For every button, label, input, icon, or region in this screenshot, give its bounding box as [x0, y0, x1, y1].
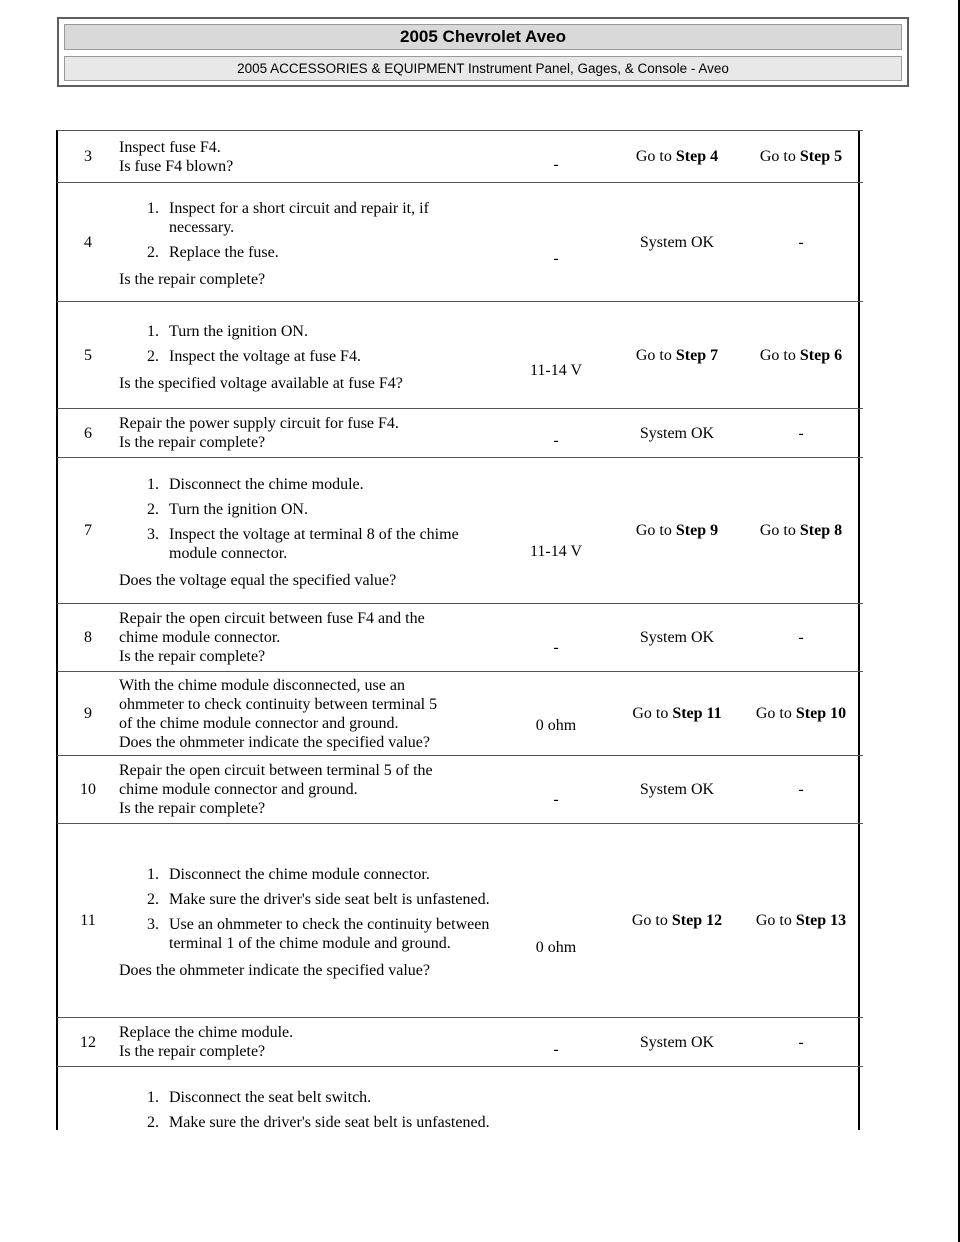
yes-action — [615, 458, 739, 604]
step-number: 7 — [57, 458, 119, 604]
no-action-text: Go to — [759, 148, 800, 165]
step-number: 12 — [57, 1018, 119, 1067]
yes-action — [615, 131, 739, 183]
no-action-text: - — [798, 424, 804, 442]
table-row — [57, 409, 863, 458]
action-item: 1. Disconnect the seat belt switch. — [163, 1088, 497, 1107]
yes-action-text: Go to — [632, 705, 673, 722]
yes-action-text: Go to — [635, 522, 676, 539]
action-text: chime module connector and ground. — [119, 781, 358, 798]
specified-value: - — [497, 409, 615, 458]
action-item: 2. Inspect the voltage at fuse F4. — [163, 347, 497, 366]
specified-value: 0 ohm — [497, 824, 615, 1018]
no-step-link: Step 5 — [799, 148, 843, 165]
no-action — [739, 302, 863, 409]
action-list — [119, 322, 497, 366]
step-number: 3 — [57, 131, 119, 183]
yes-action — [615, 604, 739, 672]
table-row — [57, 183, 863, 302]
yes-action-text: System OK — [639, 629, 715, 646]
specified-value — [497, 1067, 615, 1157]
step-question: Is the repair complete? — [119, 1043, 266, 1060]
specified-value: - — [497, 1018, 615, 1067]
action-item: 3. Inspect the voltage at terminal 8 of the chime module connector. — [163, 525, 497, 563]
action-item: 1. Disconnect the chime module. — [163, 475, 497, 494]
yes-action-text: System OK — [639, 424, 715, 442]
yes-action — [615, 672, 739, 756]
action-item: 2. Make sure the driver's side seat belt is unfastened. — [163, 890, 497, 909]
action-text: Inspect fuse F4. — [119, 138, 221, 156]
no-step-link: Step 8 — [799, 522, 843, 539]
action-item: 2. Replace the fuse. — [163, 243, 497, 262]
table-row — [57, 604, 863, 672]
no-action — [739, 183, 863, 302]
no-step-link: Step 13 — [795, 912, 847, 929]
yes-action — [615, 302, 739, 409]
yes-action — [615, 756, 739, 824]
yes-action-text: System OK — [639, 1033, 715, 1051]
yes-step-link: Step 7 — [675, 346, 719, 364]
no-action-text: - — [798, 629, 804, 646]
step-action — [119, 1018, 497, 1067]
action-item: 1. Turn the ignition ON. — [163, 322, 497, 341]
table-row — [57, 302, 863, 409]
yes-action-text: Go to — [631, 912, 672, 929]
step-action — [119, 183, 497, 302]
yes-action-text: System OK — [639, 781, 715, 798]
yes-action — [615, 824, 739, 1018]
action-text: Repair the power supply circuit for fuse F4. — [119, 415, 399, 432]
step-question: Is the repair complete? — [119, 434, 266, 451]
step-number: 11 — [57, 824, 119, 1018]
step-action — [119, 458, 497, 604]
yes-step-link: Step 9 — [675, 522, 719, 539]
step-question: Is the repair complete? — [119, 271, 266, 288]
step-number: 9 — [57, 672, 119, 756]
step-action — [119, 409, 497, 458]
section-subtitle: 2005 ACCESSORIES & EQUIPMENT Instrument Panel, Gages, & Console - Aveo — [64, 56, 902, 81]
table-row — [57, 1067, 863, 1157]
step-number: 5 — [57, 302, 119, 409]
step-action — [119, 756, 497, 824]
step-number — [57, 1067, 119, 1157]
step-action — [119, 824, 497, 1018]
action-item: 3. Use an ohmmeter to check the continuity between terminal 1 of the chime module and ground. — [163, 915, 497, 953]
no-action — [739, 756, 863, 824]
table-row — [57, 672, 863, 756]
step-question: Is the repair complete? — [119, 648, 266, 665]
specified-value: - — [497, 756, 615, 824]
no-action-text: Go to — [755, 912, 796, 929]
table-row — [57, 824, 863, 1018]
step-action — [119, 604, 497, 672]
no-action-text: - — [798, 781, 804, 798]
step-question: Does the voltage equal the specified value? — [119, 572, 397, 589]
yes-action-text: System OK — [639, 233, 715, 251]
yes-action — [615, 1067, 739, 1157]
action-text: Replace the chime module. — [119, 1024, 294, 1041]
action-text: With the chime module disconnected, use an — [119, 676, 405, 694]
yes-step-link: Step 12 — [671, 912, 723, 929]
step-number: 4 — [57, 183, 119, 302]
table-row — [57, 756, 863, 824]
no-action-text: - — [798, 1033, 804, 1051]
yes-action — [615, 183, 739, 302]
no-action — [739, 824, 863, 1018]
step-number: 6 — [57, 409, 119, 458]
action-item: 1. Disconnect the chime module connector. — [163, 865, 497, 884]
no-action-text: Go to — [755, 705, 796, 722]
step-number: 8 — [57, 604, 119, 672]
action-list — [119, 199, 497, 262]
no-step-link: Step 10 — [795, 705, 847, 722]
action-text: of the chime module connector and ground. — [119, 714, 399, 732]
yes-action-text: Go to — [635, 148, 676, 165]
step-action — [119, 672, 497, 756]
specified-value: - — [497, 183, 615, 302]
table-row — [57, 131, 863, 183]
no-action-text: Go to — [759, 522, 800, 539]
no-action-text: - — [798, 233, 804, 251]
action-text: chime module connector. — [119, 629, 281, 646]
yes-action-text: Go to — [635, 346, 676, 364]
document-header — [57, 17, 909, 87]
action-item: 1. Inspect for a short circuit and repair it, if necessary. — [163, 199, 497, 237]
yes-action — [615, 409, 739, 458]
specified-value: - — [497, 131, 615, 183]
no-action-text: Go to — [759, 346, 800, 364]
action-item: 2. Turn the ignition ON. — [163, 500, 497, 519]
action-list — [119, 475, 497, 563]
diagnostic-steps-table — [57, 130, 863, 1157]
no-action — [739, 672, 863, 756]
step-number: 10 — [57, 756, 119, 824]
table-row — [57, 1018, 863, 1067]
step-action — [119, 302, 497, 409]
specified-value: 0 ohm — [497, 672, 615, 756]
action-text: Repair the open circuit between fuse F4 and the — [119, 610, 425, 627]
no-action — [739, 604, 863, 672]
action-item: 2. Make sure the driver's side seat belt is unfastened. — [163, 1113, 497, 1132]
no-action — [739, 1018, 863, 1067]
specified-value: - — [497, 604, 615, 672]
table-row — [57, 458, 863, 604]
no-action — [739, 1067, 863, 1157]
action-list — [119, 865, 497, 953]
step-question: Is fuse F4 blown? — [119, 157, 234, 175]
no-step-link: Step 6 — [799, 346, 843, 364]
specified-value: 11-14 V — [497, 302, 615, 409]
action-text: Repair the open circuit between terminal 5 of the — [119, 762, 433, 779]
action-list — [119, 1088, 497, 1132]
step-question: Does the ohmmeter indicate the specified value? — [119, 962, 430, 979]
yes-step-link: Step 4 — [675, 148, 719, 165]
vehicle-title: 2005 Chevrolet Aveo — [64, 24, 902, 50]
yes-action — [615, 1018, 739, 1067]
no-action — [739, 131, 863, 183]
yes-step-link: Step 11 — [672, 705, 722, 722]
step-question: Is the specified voltage available at fuse F4? — [119, 374, 403, 392]
action-text: ohmmeter to check continuity between terminal 5 — [119, 695, 438, 713]
step-action — [119, 131, 497, 183]
specified-value: 11-14 V — [497, 458, 615, 604]
no-action — [739, 409, 863, 458]
step-action — [119, 1067, 497, 1157]
no-action — [739, 458, 863, 604]
step-question: Does the ohmmeter indicate the specified value? — [119, 733, 430, 751]
step-question: Is the repair complete? — [119, 800, 266, 817]
